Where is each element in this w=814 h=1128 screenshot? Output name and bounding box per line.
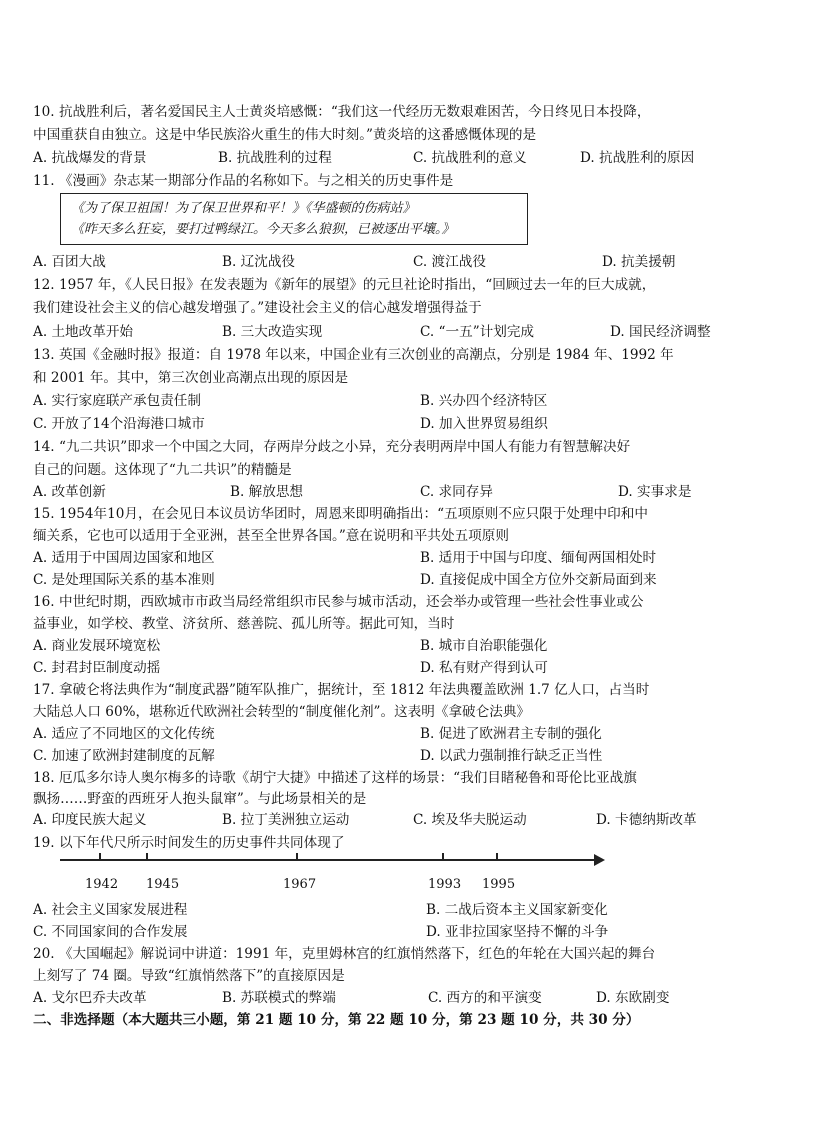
q11-stem-line1: 11. 《漫画》杂志某一期部分作品的名称如下。与之相关的历史事件是: [33, 173, 454, 189]
q20-option-b: B. 苏联模式的弊端: [222, 990, 336, 1006]
q10-option-d: D. 抗战胜利的原因: [580, 150, 695, 166]
q14-option-d: D. 实事求是: [618, 484, 692, 500]
q19-stem-line1: 19. 以下年代尺所示时间发生的历史事件共同体现了: [33, 835, 345, 851]
q16-option-b: B. 城市自治职能强化: [420, 638, 548, 654]
q10-option-a: A. 抗战爆发的背景: [33, 150, 147, 166]
q17-option-a: A. 适应了不同地区的文化传统: [33, 726, 215, 742]
timeline-axis: [60, 859, 596, 861]
q20-stem-line1: 20. 《大国崛起》解说词中讲道：1991 年，克里姆林宫的红旗悄然落下，红色的年轮在大国兴起的舞台: [33, 946, 656, 962]
q20-option-d: D. 东欧剧变: [596, 990, 670, 1006]
q13-option-d: D. 加入世界贸易组织: [420, 416, 548, 432]
q17-stem-line2: 大陆总人口 60%，堪称近代欧洲社会转型的“制度催化剂”。这表明《拿破仑法典》: [33, 704, 531, 720]
timeline-year: 1995: [482, 877, 516, 892]
q11-box-line1: 《为了保卫祖国！为了保卫世界和平！》《华盛顿的伤病站》: [71, 201, 416, 216]
q13-stem-line2: 和 2001 年。其中，第三次创业高潮点出现的原因是: [33, 370, 349, 386]
timeline-year: 1993: [428, 877, 462, 892]
q10-option-c: C. 抗战胜利的意义: [413, 150, 527, 166]
q15-option-d: D. 直接促成中国全方位外交新局面到来: [420, 572, 657, 588]
timeline-year: 1942: [85, 877, 119, 892]
q14-option-c: C. 求同存异: [420, 484, 493, 500]
q19-option-a: A. 社会主义国家发展进程: [33, 902, 188, 918]
q20-option-a: A. 戈尔巴乔夫改革: [33, 990, 147, 1006]
q17-option-c: C. 加速了欧洲封建制度的瓦解: [33, 748, 215, 764]
q11-option-d: D. 抗美援朝: [602, 254, 676, 270]
q11-material-box: [60, 193, 528, 245]
q11-option-c: C. 渡江战役: [413, 254, 486, 270]
q17-option-d: D. 以武力强制推行缺乏正当性: [420, 748, 603, 764]
q16-option-a: A. 商业发展环境宽松: [33, 638, 161, 654]
q16-option-c: C. 封君封臣制度动摇: [33, 660, 161, 676]
q12-option-b: B. 三大改造实现: [222, 324, 323, 340]
q15-stem-line1: 15. 1954年10月，在会见日本议员访华团时，周恩来即明确指出：“五项原则不应只限于处理中印和中: [33, 506, 648, 522]
timeline-tick: [296, 853, 298, 860]
q12-stem-line2: 我们建设社会主义的信心越发增强了。”建设社会主义的信心越发增强得益于: [33, 300, 482, 316]
q18-stem-line2: 飘扬……野蛮的西班牙人抱头鼠窜”。与此场景相关的是: [33, 791, 367, 807]
q19-option-b: B. 二战后资本主义国家新变化: [426, 902, 608, 918]
q15-option-c: C. 是处理国际关系的基本准则: [33, 572, 215, 588]
q19-option-c: C. 不同国家间的合作发展: [33, 924, 188, 940]
q10-stem-line2: 中国重获自由独立。这是中华民族浴火重生的伟大时刻。”黄炎培的这番感慨体现的是: [33, 127, 537, 143]
q16-stem-line1: 16. 中世纪时期，西欧城市市政当局经常组织市民参与城市活动，还会举办或管理一些社会性事业或公: [33, 594, 644, 610]
section-heading-non-choice: 二、非选择题（本大题共三小题，第 21 题 10 分，第 22 题 10 分，第 23 题 10 分，共 30 分）: [33, 1012, 640, 1028]
q15-option-b: B. 适用于中国与印度、缅甸两国相处时: [420, 550, 657, 566]
q11-option-a: A. 百团大战: [33, 254, 106, 270]
q18-stem-line1: 18. 厄瓜多尔诗人奥尔梅多的诗歌《胡宁大捷》中描述了这样的场景：“我们目睹秘鲁和哥伦比亚战旗: [33, 770, 637, 786]
q15-option-a: A. 适用于中国周边国家和地区: [33, 550, 215, 566]
timeline-arrow-icon: [594, 854, 605, 866]
q13-option-c: C. 开放了14个沿海港口城市: [33, 416, 205, 432]
q11-box-line2: 《昨天多么狂妄，要打过鸭绿江。今天多么狼狈，已被逐出平壤。》: [71, 222, 455, 237]
q12-option-d: D. 国民经济调整: [610, 324, 711, 340]
q18-option-a: A. 印度民族大起义: [33, 812, 147, 828]
q16-stem-line2: 益事业，如学校、教堂、济贫所、慈善院、孤儿所等。据此可知，当时: [33, 616, 455, 632]
q14-stem-line2: 自己的问题。这体现了“九二共识”的精髓是: [33, 462, 292, 478]
timeline-year: 1967: [283, 877, 317, 892]
timeline-tick: [442, 853, 444, 860]
q10-stem-line1: 10. 抗战胜利后，著名爱国民主人士黄炎培感慨：“我们这一代经历无数艰难困苦，今日终见日本投降，: [33, 104, 651, 120]
q13-stem-line1: 13. 英国《金融时报》报道：自 1978 年以来，中国企业有三次创业的高潮点，分别是 1984 年、1992 年: [33, 347, 674, 363]
q17-stem-line1: 17. 拿破仑将法典作为“制度武器”随军队推广，据统计，至 1812 年法典覆盖欧洲 1.7 亿人口，占当时: [33, 682, 650, 698]
q11-option-b: B. 辽沈战役: [222, 254, 296, 270]
q16-option-d: D. 私有财产得到认可: [420, 660, 548, 676]
q10-option-b: B. 抗战胜利的过程: [218, 150, 332, 166]
timeline-tick: [99, 853, 101, 860]
q17-option-b: B. 促进了欧洲君主专制的强化: [420, 726, 602, 742]
timeline-year: 1945: [146, 877, 180, 892]
q12-option-c: C. “一五”计划完成: [420, 324, 535, 340]
timeline-tick: [146, 853, 148, 860]
q18-option-c: C. 埃及华夫脱运动: [413, 812, 527, 828]
q18-option-b: B. 拉丁美洲独立运动: [222, 812, 350, 828]
q12-stem-line1: 12. 1957 年，《人民日报》在发表题为《新年的展望》的元旦社论时指出，“回顾过去一年的巨大成就，: [33, 277, 656, 293]
q20-stem-line2: 上刻写了 74 圈。导致“红旗悄然落下”的直接原因是: [33, 968, 345, 984]
q14-option-b: B. 解放思想: [230, 484, 304, 500]
q15-stem-line2: 缅关系，它也可以适用于全亚洲，甚至全世界各国。”意在说明和平共处五项原则: [33, 528, 509, 544]
q13-option-b: B. 兴办四个经济特区: [420, 393, 548, 409]
q20-option-c: C. 西方的和平演变: [428, 990, 542, 1006]
q19-option-d: D. 亚非拉国家坚持不懈的斗争: [426, 924, 609, 940]
q18-option-d: D. 卡德纳斯改革: [596, 812, 697, 828]
q12-option-a: A. 土地改革开始: [33, 324, 134, 340]
timeline-tick: [496, 853, 498, 860]
q14-stem-line1: 14. “九二共识”即求一个中国之大同，存两岸分歧之小异，充分表明两岸中国人有能力有智慧解决好: [33, 439, 631, 455]
q14-option-a: A. 改革创新: [33, 484, 106, 500]
q13-option-a: A. 实行家庭联产承包责任制: [33, 393, 201, 409]
